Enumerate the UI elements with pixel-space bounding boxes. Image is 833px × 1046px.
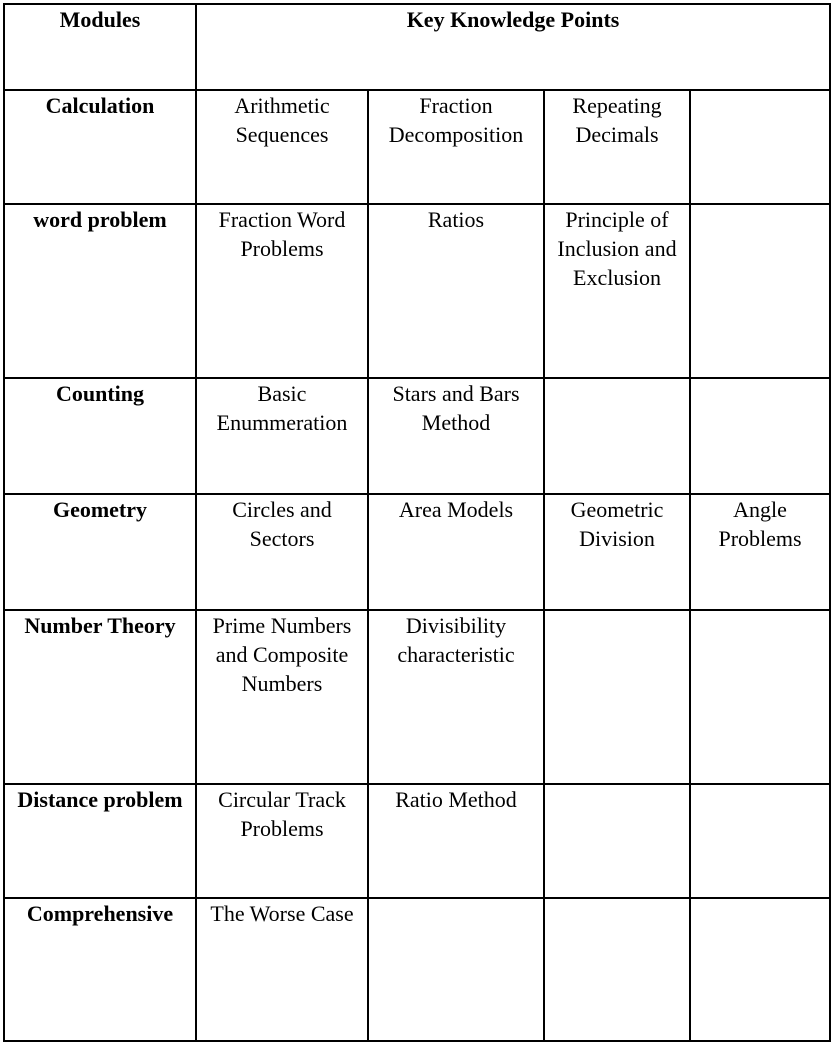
point-cell: Prime Numbers and Composite Numbers [196,610,368,784]
module-cell: Number Theory [4,610,196,784]
point-cell: Fraction Word Problems [196,204,368,378]
module-cell: Counting [4,378,196,494]
point-cell: Fraction Decomposition [368,90,544,204]
module-cell: Geometry [4,494,196,610]
point-cell: Arithmetic Sequences [196,90,368,204]
point-cell: Repeating Decimals [544,90,690,204]
point-cell: Geometric Division [544,494,690,610]
point-cell [544,898,690,1041]
module-cell: word problem [4,204,196,378]
point-cell [690,204,830,378]
point-cell [690,90,830,204]
point-cell [690,784,830,898]
point-cell [544,378,690,494]
point-cell [544,610,690,784]
table-row [4,378,830,494]
knowledge-header: Key Knowledge Points [196,4,830,90]
point-cell [690,898,830,1041]
point-cell [690,378,830,494]
table-row [4,90,830,204]
modules-header: Modules [4,4,196,90]
point-cell: Area Models [368,494,544,610]
point-cell: Ratios [368,204,544,378]
table-row [4,610,830,784]
point-cell: Divisibility characteristic [368,610,544,784]
point-cell: Principle of Inclusion and Exclusion [544,204,690,378]
table-row [4,204,830,378]
point-cell: Basic Enummeration [196,378,368,494]
table-row [4,898,830,1041]
point-cell: Circular Track Problems [196,784,368,898]
point-cell [690,610,830,784]
table-row [4,494,830,610]
module-cell: Calculation [4,90,196,204]
point-cell [544,784,690,898]
point-cell: Stars and Bars Method [368,378,544,494]
module-cell: Distance problem [4,784,196,898]
point-cell: The Worse Case [196,898,368,1041]
table-row [4,784,830,898]
point-cell: Angle Problems [690,494,830,610]
module-cell: Comprehensive [4,898,196,1041]
point-cell: Circles and Sectors [196,494,368,610]
point-cell: Ratio Method [368,784,544,898]
knowledge-table [3,3,831,1042]
header-row [4,4,830,90]
point-cell [368,898,544,1041]
